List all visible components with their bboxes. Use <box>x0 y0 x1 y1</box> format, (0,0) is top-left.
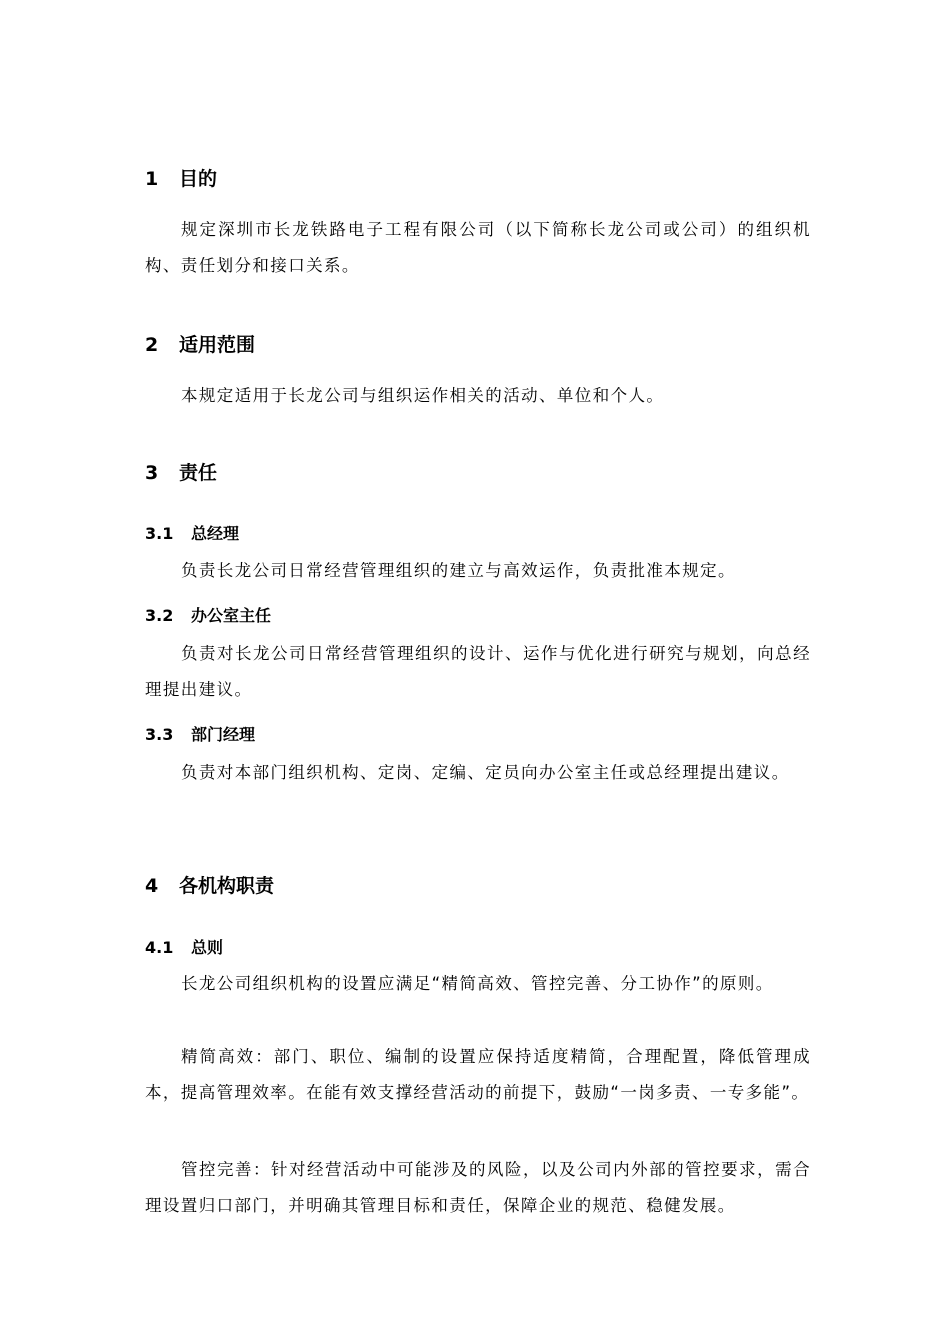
section-number: 2 <box>145 334 159 356</box>
section-title: 各机构职责 <box>179 875 275 897</box>
subsection-3-3-heading <box>145 725 255 745</box>
subsection-number: 3.1 <box>145 524 174 543</box>
subsection-4-1-heading <box>145 938 223 958</box>
section-4-heading <box>145 874 274 898</box>
section-1-paragraph: 规定深圳市长龙铁路电子工程有限公司（以下简称长龙公司或公司）的组织机构、责任划分和接口关系。 <box>145 220 811 275</box>
section-number: 4 <box>145 875 159 897</box>
section-number: 1 <box>145 168 159 190</box>
section-3-heading <box>145 461 217 485</box>
section-title: 责任 <box>179 462 218 484</box>
subsection-number: 4.1 <box>145 938 174 957</box>
section-number: 3 <box>145 462 159 484</box>
section-title: 适用范围 <box>179 334 256 356</box>
subsection-title: 总经理 <box>191 524 240 543</box>
section-1-heading <box>145 167 217 191</box>
section-2-paragraph: 本规定适用于长龙公司与组织运作相关的活动、单位和个人。 <box>181 386 665 405</box>
subsection-3-3-paragraph: 负责对本部门组织机构、定岗、定编、定员向办公室主任或总经理提出建议。 <box>181 763 790 782</box>
subsection-title: 办公室主任 <box>191 606 272 625</box>
section-title: 目的 <box>179 168 218 190</box>
subsection-3-2-heading <box>145 606 271 626</box>
subsection-number: 3.3 <box>145 725 174 744</box>
subsection-3-1-heading <box>145 524 239 544</box>
subsection-4-1-paragraph-2: 精简高效：部门、职位、编制的设置应保持适度精简，合理配置，降低管理成本，提高管理效率。在能有效支撑经营活动的前提下，鼓励“一岗多责、一专多能”。 <box>145 1047 811 1102</box>
subsection-4-1-paragraph-1: 长龙公司组织机构的设置应满足“精简高效、管控完善、分工协作”的原则。 <box>181 974 774 993</box>
section-2-heading <box>145 333 255 357</box>
subsection-3-1-paragraph: 负责长龙公司日常经营管理组织的建立与高效运作，负责批准本规定。 <box>181 561 736 580</box>
subsection-number: 3.2 <box>145 606 174 625</box>
subsection-3-2-paragraph: 负责对长龙公司日常经营管理组织的设计、运作与优化进行研究与规划，向总经理提出建议。 <box>145 644 811 699</box>
subsection-title: 部门经理 <box>191 725 256 744</box>
subsection-4-1-paragraph-3: 管控完善：针对经营活动中可能涉及的风险，以及公司内外部的管控要求，需合理设置归口部门，并明确其管理目标和责任，保障企业的规范、稳健发展。 <box>145 1160 811 1215</box>
subsection-title: 总则 <box>191 938 224 957</box>
